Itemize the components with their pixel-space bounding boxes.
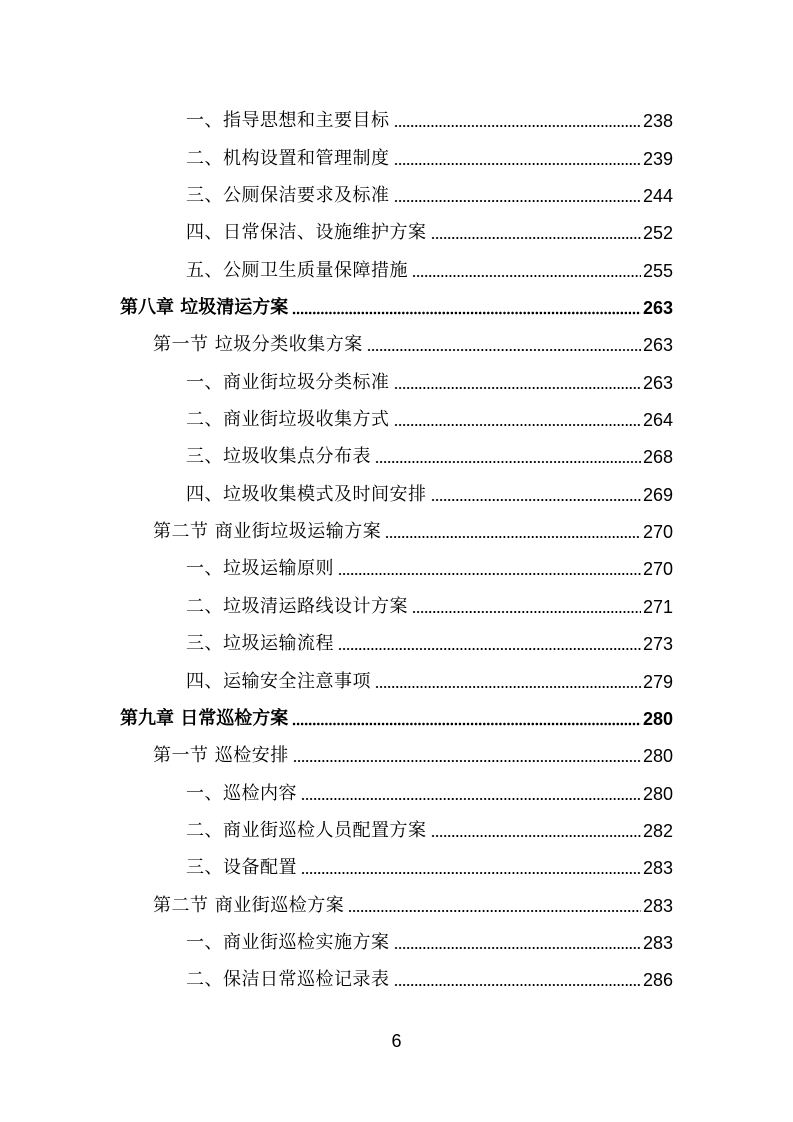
toc-entry-page-number: 283 <box>642 895 673 916</box>
toc-entry-title: 三、公厕保洁要求及标准 <box>186 185 390 207</box>
toc-subsection-entry[interactable] <box>0 661 793 698</box>
dot-leader <box>431 236 641 240</box>
dot-leader <box>431 834 641 838</box>
dot-leader <box>394 423 641 427</box>
toc-entry-title: 一、巡检内容 <box>186 782 297 804</box>
dot-leader <box>394 386 641 390</box>
toc-entry-page-number: 269 <box>642 484 673 505</box>
toc-entry-title: 二、商业街垃圾收集方式 <box>186 409 390 431</box>
toc-subsection-entry[interactable] <box>0 586 793 623</box>
toc-subsection-entry[interactable] <box>0 960 793 997</box>
toc-entry-title: 四、运输安全注意事项 <box>186 670 371 692</box>
dot-leader <box>367 348 641 352</box>
dot-leader <box>412 610 641 614</box>
toc-entry-page-number: 263 <box>642 372 673 393</box>
toc-subsection-entry[interactable] <box>0 437 793 474</box>
toc-entry-page-number: 271 <box>642 596 673 617</box>
toc-subsection-entry[interactable] <box>0 474 793 511</box>
toc-entry-title: 二、商业街巡检人员配置方案 <box>186 819 427 841</box>
toc-entry-page-number: 268 <box>642 447 673 468</box>
dot-leader <box>412 274 641 278</box>
dot-leader <box>292 311 641 315</box>
toc-entry-title: 第九章 日常巡检方案 <box>120 707 289 729</box>
toc-entry-page-number: 286 <box>642 970 673 991</box>
toc-entry-title: 三、设备配置 <box>186 857 297 879</box>
toc-entry-title: 一、商业街垃圾分类标准 <box>186 371 390 393</box>
toc-subsection-entry[interactable] <box>0 549 793 586</box>
toc-subsection-entry[interactable] <box>0 213 793 250</box>
toc-subsection-entry[interactable] <box>0 624 793 661</box>
dot-leader <box>431 498 641 502</box>
dot-leader <box>394 124 641 128</box>
toc-section-entry[interactable] <box>0 736 793 773</box>
toc-subsection-entry[interactable] <box>0 176 793 213</box>
table-of-contents <box>0 101 793 997</box>
toc-entry-title: 第一节 巡检安排 <box>153 745 289 767</box>
dot-leader <box>301 797 641 801</box>
toc-entry-page-number: 264 <box>642 410 673 431</box>
toc-entry-page-number: 280 <box>642 746 673 767</box>
toc-entry-page-number: 255 <box>642 260 673 281</box>
toc-entry-page-number: 238 <box>642 111 673 132</box>
toc-entry-title: 第八章 垃圾清运方案 <box>120 297 289 319</box>
toc-entry-page-number: 283 <box>642 932 673 953</box>
dot-leader <box>348 909 641 913</box>
toc-subsection-entry[interactable] <box>0 101 793 138</box>
toc-entry-title: 三、垃圾收集点分布表 <box>186 446 371 468</box>
toc-subsection-entry[interactable] <box>0 400 793 437</box>
toc-entry-page-number: 252 <box>642 223 673 244</box>
dot-leader <box>394 199 641 203</box>
toc-entry-page-number: 263 <box>642 335 673 356</box>
toc-entry-title: 四、日常保洁、设施维护方案 <box>186 222 427 244</box>
toc-subsection-entry[interactable] <box>0 250 793 287</box>
toc-subsection-entry[interactable] <box>0 923 793 960</box>
toc-entry-page-number: 282 <box>642 820 673 841</box>
dot-leader <box>293 759 641 763</box>
dot-leader <box>338 647 641 651</box>
toc-subsection-entry[interactable] <box>0 138 793 175</box>
toc-subsection-entry[interactable] <box>0 362 793 399</box>
dot-leader <box>292 722 641 726</box>
toc-entry-page-number: 283 <box>642 858 673 879</box>
toc-entry-title: 二、垃圾清运路线设计方案 <box>186 595 408 617</box>
toc-entry-title: 一、商业街巡检实施方案 <box>186 931 390 953</box>
page-number: 6 <box>391 1031 402 1051</box>
toc-entry-page-number: 263 <box>642 298 673 319</box>
toc-section-entry[interactable] <box>0 885 793 922</box>
toc-entry-page-number: 279 <box>642 671 673 692</box>
dot-leader <box>375 460 641 464</box>
dot-leader <box>394 162 641 166</box>
dot-leader <box>394 983 641 987</box>
toc-entry-title: 第一节 垃圾分类收集方案 <box>153 334 363 356</box>
toc-entry-page-number: 273 <box>642 634 673 655</box>
toc-entry-title: 五、公厕卫生质量保障措施 <box>186 259 408 281</box>
toc-chapter-entry[interactable] <box>0 288 793 325</box>
toc-entry-page-number: 270 <box>642 559 673 580</box>
toc-entry-title: 二、机构设置和管理制度 <box>186 147 390 169</box>
toc-entry-page-number: 244 <box>642 186 673 207</box>
toc-entry-title: 四、垃圾收集模式及时间安排 <box>186 483 427 505</box>
toc-entry-title: 一、垃圾运输原则 <box>186 558 334 580</box>
dot-leader <box>375 685 641 689</box>
toc-entry-title: 二、保洁日常巡检记录表 <box>186 969 390 991</box>
toc-section-entry[interactable] <box>0 325 793 362</box>
toc-section-entry[interactable] <box>0 512 793 549</box>
toc-entry-title: 第二节 商业街巡检方案 <box>153 894 345 916</box>
toc-chapter-entry[interactable] <box>0 699 793 736</box>
dot-leader <box>301 871 641 875</box>
toc-entry-page-number: 270 <box>642 522 673 543</box>
dot-leader <box>394 946 641 950</box>
toc-entry-page-number: 280 <box>642 783 673 804</box>
toc-entry-title: 第二节 商业街垃圾运输方案 <box>153 521 382 543</box>
toc-entry-title: 一、指导思想和主要目标 <box>186 110 390 132</box>
toc-entry-page-number: 239 <box>642 148 673 169</box>
dot-leader <box>338 572 641 576</box>
dot-leader <box>385 535 641 539</box>
toc-subsection-entry[interactable] <box>0 773 793 810</box>
toc-subsection-entry[interactable] <box>0 811 793 848</box>
toc-entry-title: 三、垃圾运输流程 <box>186 633 334 655</box>
toc-entry-page-number: 280 <box>642 708 673 729</box>
toc-subsection-entry[interactable] <box>0 848 793 885</box>
